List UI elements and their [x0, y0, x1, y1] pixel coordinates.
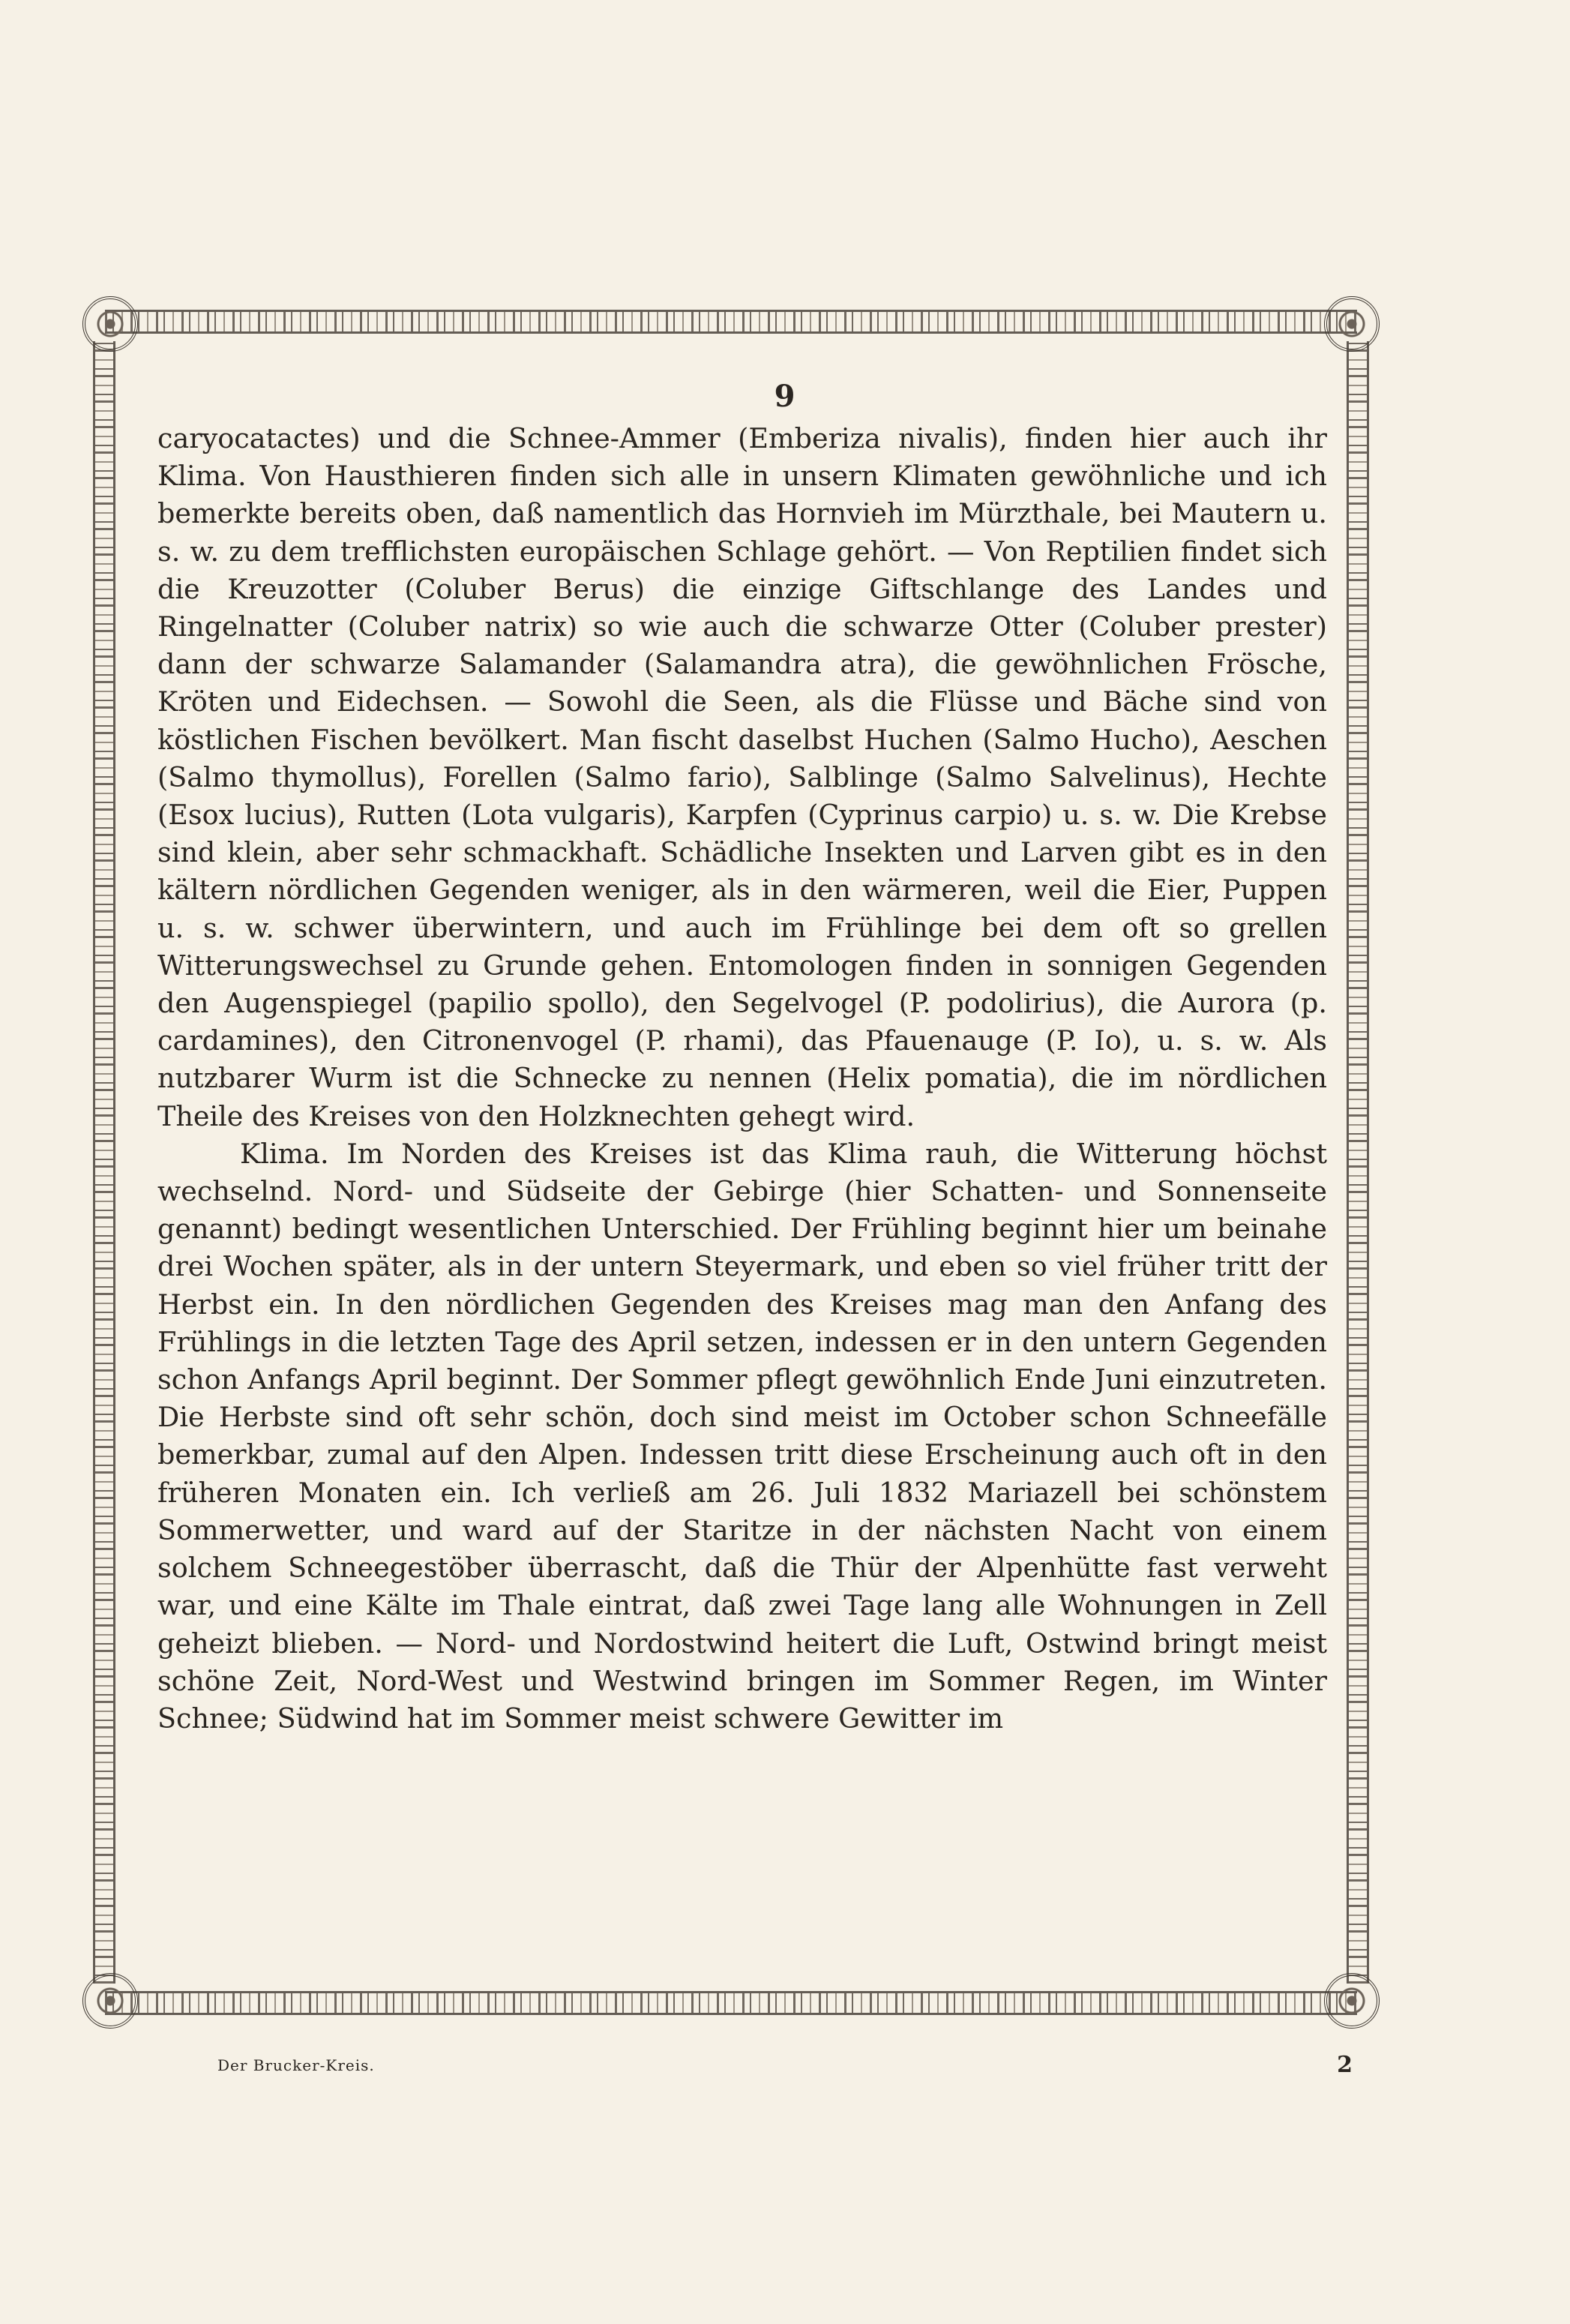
border-bottom [105, 1991, 1357, 2015]
corner-ornament-icon [82, 1973, 138, 2029]
border-top [105, 310, 1357, 334]
border-right [1347, 341, 1369, 1984]
corner-ornament-icon [82, 296, 138, 352]
body-text [157, 420, 1327, 1738]
signature-mark: Der Brucker-Kreis. [217, 2056, 375, 2074]
corner-ornament-icon [1324, 296, 1380, 352]
paragraph: Klima. Im Norden des Kreises ist das Klima rauh, die Witterung höchst wechselnd. Nord- und Südseite der Gebirge (hier Schatten- und Sonnenseite genannt) bedingt wesentlichen Unterschied. Der Frühling beginnt hier um beinahe drei Wochen später, als in der untern Steyermark, und eben so viel früher tritt der Herbst ein. In den nördlichen Gegenden des Kreises mag man den Anfang des Frühlings in die letzten Tage des April setzen, indessen er in den untern Gegenden schon Anfangs April beginnt. Der Sommer pflegt gewöhnlich Ende Juni einzutreten. Die Herbste sind oft sehr schön, doch sind meist im October schon Schneefälle bemerkbar, zumal auf den Alpen. Indessen tritt diese Erscheinung auch oft in den früheren Monaten ein. Ich verließ am 26. Juli 1832 Mariazell bei schönstem Sommerwetter, und ward auf der Staritze in der nächsten Nacht von einem solchem Schneegestöber überrascht, daß die Thür der Alpenhütte fast verweht war, und eine Kälte im Thale eintrat, daß zwei Tage lang alle Wohnungen in Zell geheizt blieben. — Nord- und Nordostwind heitert die Luft, Ostwind bringt meist schöne Zeit, Nord-West und Westwind bringen im Sommer Regen, im Winter Schnee; Südwind hat im Sommer meist schwere Gewitter im [157, 1137, 1327, 1735]
corner-ornament-icon [1324, 1973, 1380, 2029]
page-number: 9 [774, 379, 796, 414]
paragraph: caryocatactes) und die Schnee-Ammer (Emberiza nivalis), finden hier auch ihr Klima. Von Hausthieren finden sich alle in unsern Klimaten gewöhnliche und ich bemerkte bereits oben, daß namentlich das Hornvieh im Mürzthale, bei Mautern u. s. w. zu dem trefflichsten europäischen Schlage gehört. — Von Reptilien findet sich die Kreuzotter (Coluber Berus) die einzige Giftschlange des Landes und Ringelnatter (Coluber natrix) so wie auch die schwarze Otter (Coluber prester) dann der schwarze Salamander (Salamandra atra), die gewöhnlichen Frösche, Kröten und Eidechsen. — Sowohl die Seen, als die Flüsse und Bäche sind von köstlichen Fischen bevölkert. Man fischt daselbst Huchen (Salmo Hucho), Aeschen (Salmo thymollus), Forellen (Salmo fario), Salblinge (Salmo Salvelinus), Hechte (Esox lucius), Rutten (Lota vulgaris), Karpfen (Cyprinus carpio) u. s. w. Die Krebse sind klein, aber sehr schmackhaft. Schädliche Insekten und Larven gibt es in den kältern nördlichen Gegenden weniger, als in den wärmeren, weil die Eier, Puppen u. s. w. schwer überwintern, und auch im Frühlinge bei dem oft so grellen Witterungswechsel zu Grunde gehen. Entomologen finden in sonnigen Gegenden den Augenspiegel (papilio spollo), den Segelvogel (P. podolirius), die Aurora (p. cardamines), den Citronenvogel (P. rhami), das Pfauenauge (P. Io), u. s. w. Als nutzbarer Wurm ist die Schnecke zu nennen (Helix pomatia), die im nördlichen Theile des Kreises von den Holzknechten gehegt wird. [157, 422, 1327, 1132]
sheet-number: 2 [1337, 2052, 1353, 2078]
border-left [93, 341, 115, 1984]
